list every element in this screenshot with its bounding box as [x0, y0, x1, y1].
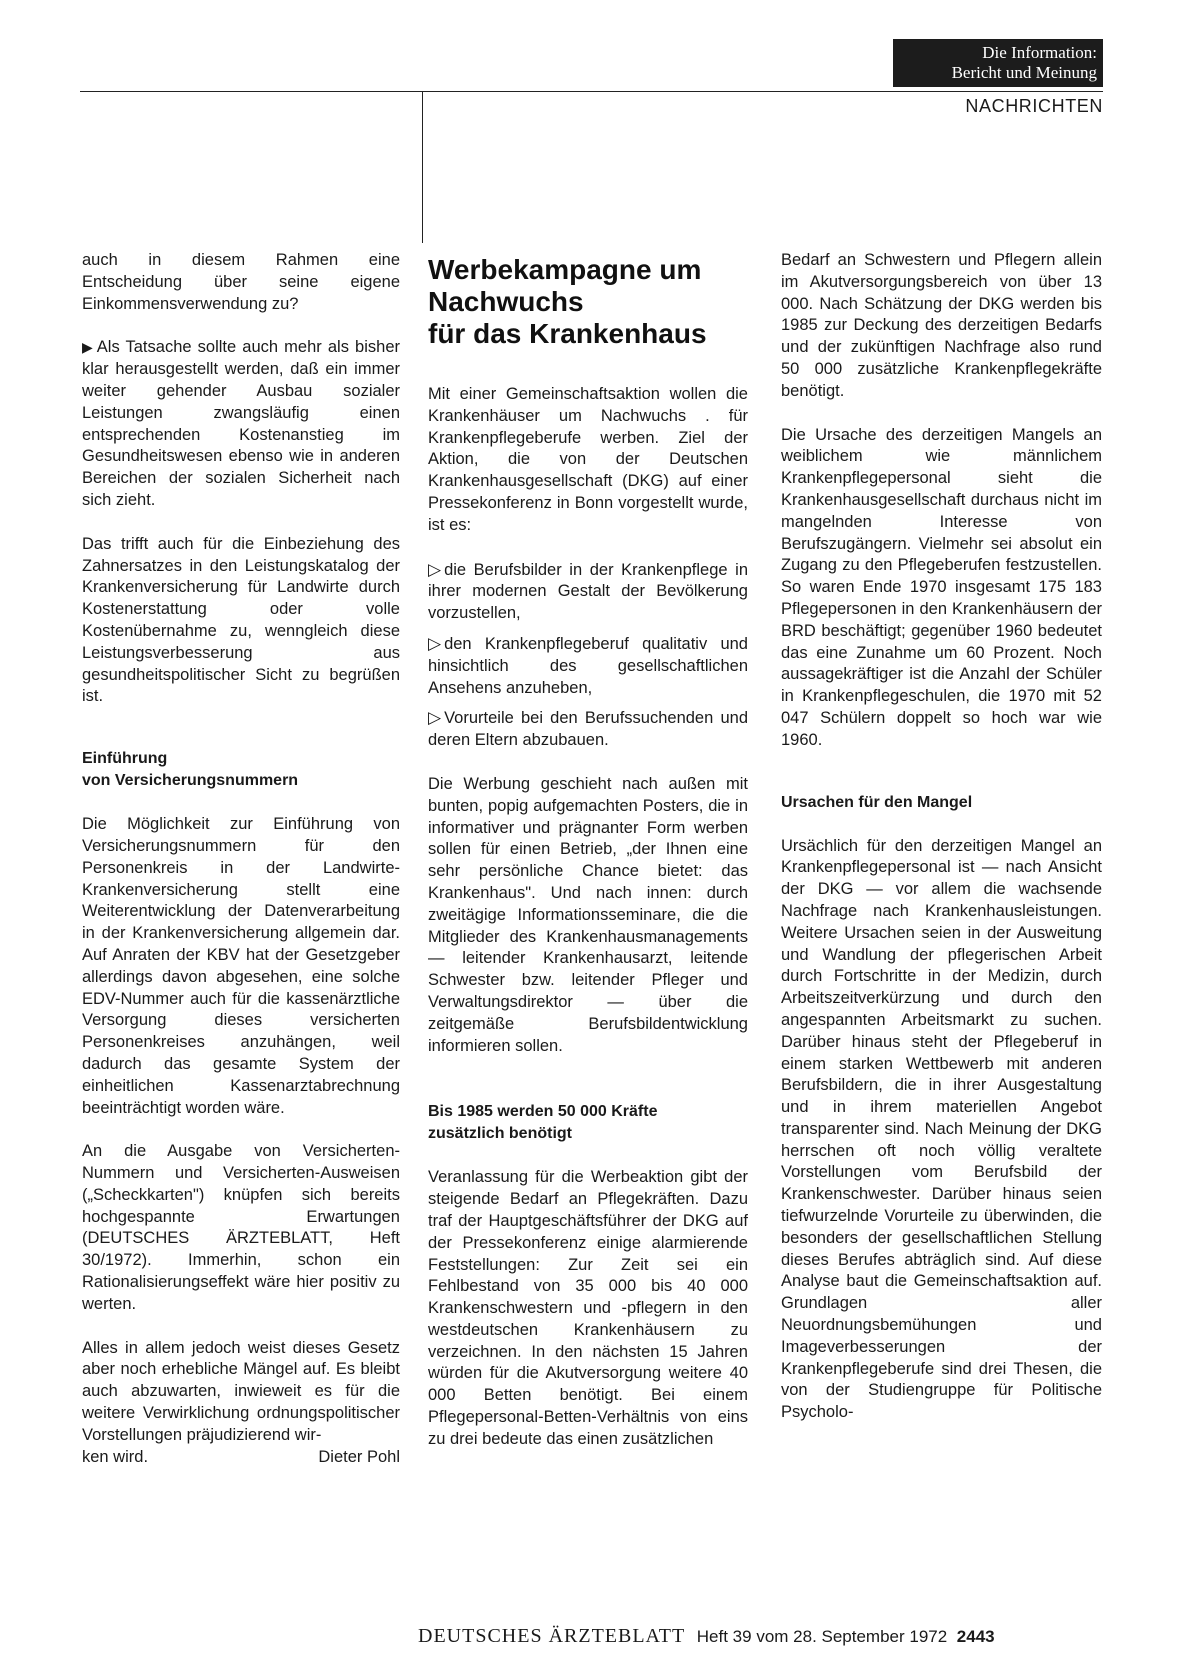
column-left: [82, 250, 400, 1468]
hollow-triangle-icon: ▷: [428, 559, 442, 579]
paragraph: Die Werbung geschieht nach außen mit bunten, popig aufgemachten Posters, die in informativer und prägnanter Form werben sollen für einen Betrieb, „der Ihnen eine sehr persönliche Chance bietet: das Krankenhaus". Und nach innen: durch zweitägige Informationsseminare, die die Mitglieder des Krankenhausmanagements — leitender Krankenhausarzt, leitende Schwester bzw. leitender Pfleger und Verwaltungsdirektor — über die zeitgemäße Berufsbildentwicklung informieren sollen.: [428, 774, 748, 1055]
column-middle: [428, 250, 748, 1473]
signature-line: [82, 1447, 400, 1469]
paragraph: [82, 1338, 400, 1447]
paragraph: Veranlassung für die Werbeaktion gibt der steigende Bedarf an Pflegekräften. Dazu traf der Hauptgeschäftsführer der DKG auf der Pressekonferenz einige alarmierende Feststellungen: Zur Zeit sei ein Fehlbestand von 35 000 bis 40 000 Krankenschwestern und -pflegern in den westdeutschen Krankenhäusern zu verzeichnen. In den nächsten 15 Jahren würden für die Akutversorgung weitere 40 000 Betten benötigt. Bei einem Pflegepersonal-Betten-Verhältnis von eins zu drei bedeute das einen zusätzlichen: [428, 1168, 748, 1448]
subheading-line-1: Bis 1985 werden 50 000 Kräfte: [428, 1103, 658, 1121]
issue-info: Heft 39 vom 28. September 1972: [696, 1627, 948, 1646]
paragraph: auch in diesem Rahmen eine Entscheidung über seine eigene Einkommensverwendung zu?: [82, 251, 400, 313]
paragraph: An die Ausgabe von Versicherten-Nummern und Versicherten-Ausweisen („Scheckkarten") knüpfen sich bereits hochgespannte Erwartungen (DEUTSCHES ÄRZTEBLATT, Heft 30/1972). Immerhin, schon ein Rationalisierungseffekt wäre hier positiv zu werten.: [82, 1142, 400, 1313]
paragraph: Die Möglichkeit zur Einführung von Versicherungsnummern für den Personenkreis in der Landwirte-Krankenversicherung stellt eine Weiterentwicklung der Datenverarbeitung in der Krankenversicherung allgemein dar. Auf Anraten der KBV hat der Gesetzgeber allerdings davon abgesehen, eine solche EDV-Nummer auch für die kassenärztliche Versorgung dieses versicherten Personenkreises anzuhängen, weil dadurch das gesamte System der einheitlichen Kassenarztabrechnung beeinträchtigt worden wäre.: [82, 815, 400, 1117]
paragraph: Ursächlich für den derzeitigen Mangel an Krankenpflegepersonal ist — nach Ansicht der DKG — vor allem die wachsende Nachfrage nach Krankenhausleistungen. Weitere Ursachen seien in der Ausweitung und Wandlung der pflegerischen Arbeit durch Fortschritte in der Medizin, durch Arbeitszeitverkürzung und durch den angespannten Arbeitsmarkt zu suchen. Darüber hinaus steht der Pflegeberuf in einem starken Wettbewerb mit anderen Berufsbildern, die in ihrer Ausgestaltung und in ihrem materiellen Angebot transparenter sind. Nach Meinung der DKG herrschen oft noch völlig veraltete Vorstellungen vom Berufsbild der Krankenschwester. Darüber hinaus seien tiefwurzelnde Vorurteile zu überwinden, die besonders der gesellschaftlichen Stellung dieses Berufes abträglich sind. Auf diese Analyse baut die Gemeinschaftsaktion auf. Grundlagen aller Neuordnungsbemühungen und Imageverbesserungen der Krankenpflegeberufe sind drei Thesen, die von der Studiengruppe für Politische Psycholo-: [781, 836, 1102, 1422]
hollow-triangle-icon: ▷: [428, 633, 442, 653]
subheading-line-2: von Versicherungsnummern: [82, 772, 299, 790]
paragraph-bullet: [82, 337, 400, 511]
triangle-bullet-icon: ▶: [82, 339, 93, 356]
paragraph-text: Alles in allem jedoch weist dieses Gesetz aber noch erhebliche Mängel auf. Es bleibt auch abzuwarten, inwieweit es für die weitere Verwirklichung ordnungspolitischer Vorstellungen präjudizierend wir-: [82, 1338, 400, 1444]
header-rule: [80, 91, 1103, 92]
page-footer: [418, 1625, 995, 1648]
list-item: [428, 559, 748, 625]
title-line-2: Nachwuchs: [428, 286, 584, 317]
paragraph: Mit einer Gemeinschaftsaktion wollen die Krankenhäuser um Nachwuchs . für Krankenpflegeberufe werben. Ziel der Aktion, die von der Deutschen Krankenhausgesellschaft (DKG) auf einer Pressekonferenz in Bonn vorgestellt wurde, ist es:: [428, 385, 748, 534]
journal-name: DEUTSCHES ÄRZTEBLATT: [418, 1625, 686, 1647]
subheading-line-2: zusätzlich benötigt: [428, 1125, 572, 1143]
paragraph: Die Ursache des derzeitigen Mangels an weiblichem wie männlichem Krankenpflegepersonal sieht die Krankenhausgesellschaft durchaus nicht im mangelnden Interesse von Berufszugängern. Vielmehr sei absolut ein Zugang zu den Pflegeberufen festzustellen. So waren Ende 1970 insgesamt 175 183 Pflegepersonen in den Krankenhäusern der BRD beschäftigt; gegenüber 1960 bedeutet das eine Zunahme um 60 Prozent. Noch aussagekräftiger ist die Anzahl der Schüler in Krankenpflegeschulen, die 1970 mit 52 047 Schülern doppelt so hoch war wie 1960.: [781, 425, 1102, 749]
list-item-text: die Berufsbilder in der Krankenpflege in ihrer modernen Gestalt der Bevölkerung vorzustellen,: [428, 560, 748, 623]
paragraph: Bedarf an Schwestern und Pflegern allein im Akutversorgungsbereich von über 13 000. Nach Schätzung der DKG werden bis 1985 zur Deckung des derzeitigen Bedarfs und der zukünftigen Nachfrage also rund 50 000 zusätzliche Krankenpflegekräfte benötigt.: [781, 251, 1102, 400]
paragraph-end: ken wird.: [82, 1447, 149, 1466]
list-item: [428, 633, 748, 699]
subheading: [428, 1101, 748, 1145]
section-badge: [893, 39, 1103, 87]
hollow-triangle-icon: ▷: [428, 708, 442, 728]
paragraph: Das trifft auch für die Einbeziehung des Zahnersatzes in den Leistungskatalog der Krankenversicherung für Landwirte durch Kostenerstattung oder volle Kostenübernahme zu, wenngleich diese Leistungsverbesserung aus gesundheitspolitischer Sicht zu begrüßen ist.: [82, 534, 400, 706]
subheading-line-1: Einführung: [82, 750, 168, 768]
title-line-3: für das Krankenhaus: [428, 318, 707, 349]
list-item-text: den Krankenpflegeberuf qualitativ und hinsichtlich des gesellschaftlichen Ansehens anzuheben,: [428, 634, 748, 697]
list-item: [428, 707, 748, 752]
badge-line-1: Die Information:: [982, 43, 1097, 62]
section-label: NACHRICHTEN: [965, 96, 1103, 116]
article-title: [428, 254, 748, 350]
column-rule: [422, 91, 423, 243]
column-right: [781, 250, 1102, 1446]
page-number: 2443: [956, 1627, 995, 1646]
author-name: Dieter Pohl: [318, 1447, 400, 1466]
title-line-1: Werbekampagne um: [428, 254, 702, 285]
list-item-text: Vorurteile bei den Berufssuchenden und deren Eltern abzubauen.: [428, 709, 748, 750]
badge-line-2: Bericht und Meinung: [951, 63, 1097, 82]
paragraph-text: Als Tatsache sollte auch mehr als bisher klar herausgestellt werden, daß ein immer weiter gehender Ausbau sozialer Leistungen zwangsläufig einen entsprechenden Kostenanstieg im Gesundheitswesen ebenso wie in anderen Bereichen der sozialen Sicherheit nach sich zieht.: [82, 338, 400, 509]
subheading: [82, 748, 400, 792]
subheading: Ursachen für den Mangel: [781, 793, 973, 811]
